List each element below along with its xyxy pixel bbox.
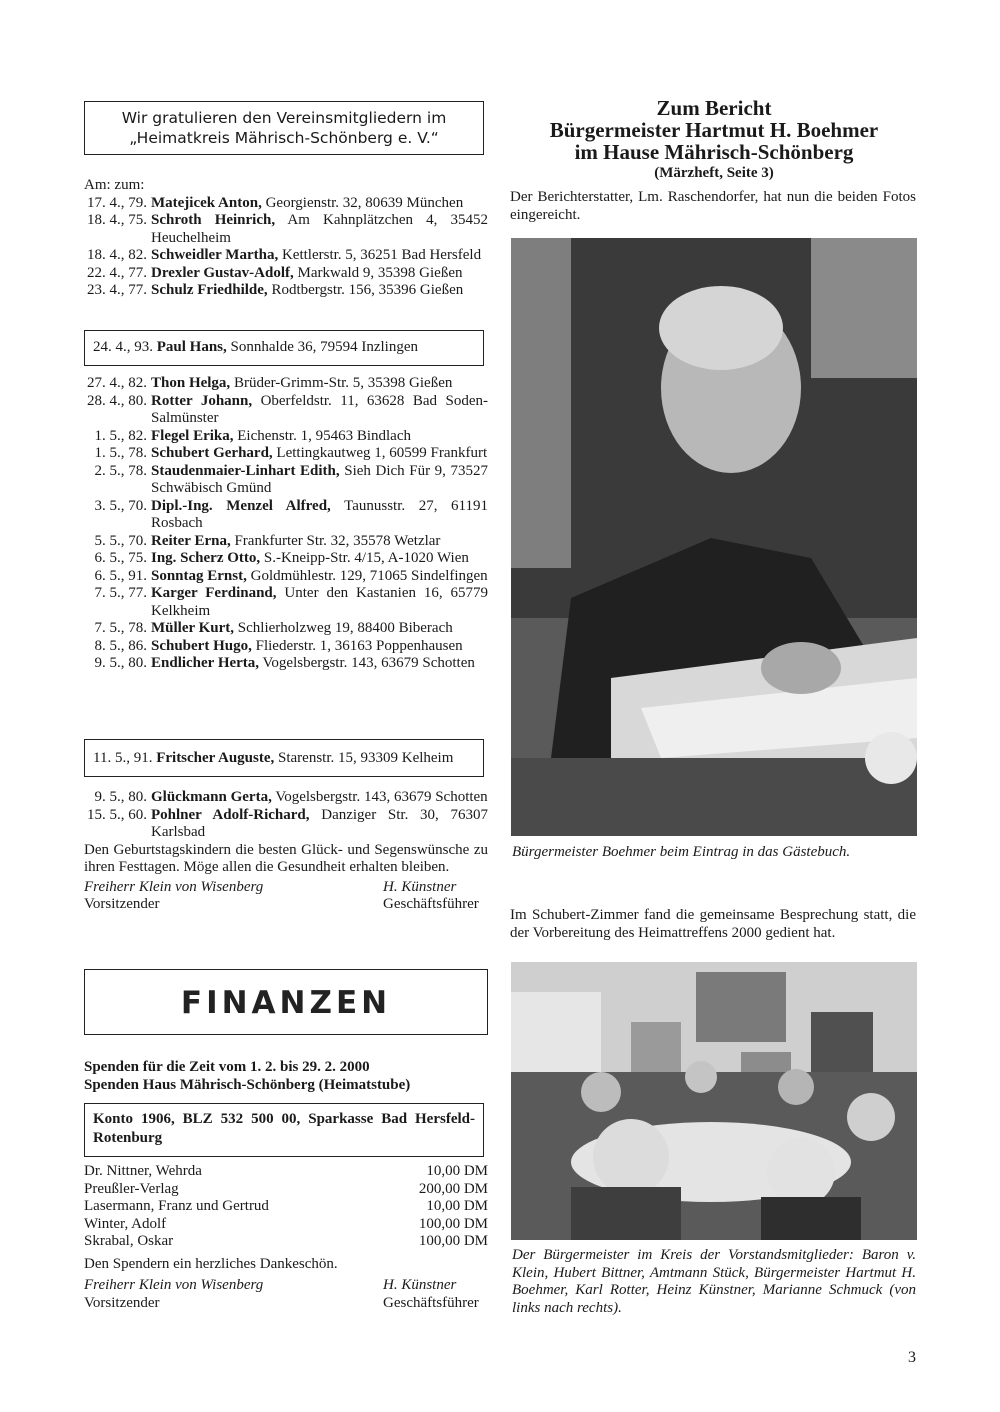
entry-text: [151, 498, 488, 533]
entry-date: 15. 5., 60.: [87, 806, 147, 823]
entry-name: Rotter Johann,: [151, 392, 253, 409]
birthday-entry: [84, 655, 488, 673]
birthday-entry: [84, 498, 488, 533]
entry-name: Fritscher Auguste,: [156, 750, 275, 766]
congrats-header-box: [84, 101, 484, 155]
donor-name: Preußler-Verlag: [84, 1180, 179, 1197]
entry-name: Dipl.-Ing. Menzel Alfred,: [151, 497, 331, 514]
entry-text: [151, 212, 488, 247]
birthday-entry: [84, 463, 488, 498]
donor-name: Dr. Nittner, Wehrda: [84, 1163, 202, 1179]
entry-date: 11. 5., 91.: [93, 750, 153, 766]
entries-c: [84, 789, 488, 842]
entry-text: [151, 247, 488, 265]
birthday-entry: [84, 585, 488, 620]
konto-box: [84, 1103, 484, 1157]
birthday-entry: [84, 550, 488, 568]
bericht-intro: Der Berichterstatter, Lm. Raschendorfer, hat nun die beiden Fotos eingereicht.: [510, 189, 916, 223]
col-label: Am: zum:: [84, 177, 145, 193]
entry-name: Paul Hans,: [156, 339, 227, 355]
entry-name: Matejicek Anton,: [151, 194, 262, 211]
donor-name: Lasermann, Franz und Gertrud: [84, 1198, 269, 1214]
donation-row: [84, 1198, 488, 1216]
entry-address: Lettingkautweg 1, 60599 Frankfurt: [272, 445, 488, 461]
fin-sig-left-role: Vorsitzender: [84, 1294, 160, 1311]
entry-address: Markwald 9, 35398 Gießen: [293, 264, 463, 281]
caption-meeting: Der Bürgermeister im Kreis der Vorstandsmitglieder: Baron v. Klein, Hubert Bittner, Amtmann Stück, Bürgermeister Hartmut H. Boehmer, Karl Rotter, Heinz Künstner, Marianne Schmuck (von links nach rechts).: [512, 1247, 916, 1316]
entry-address: Taunusstr. 27, 61191 Rosbach: [151, 497, 488, 531]
entry-name: Schulz Friedhilde,: [151, 282, 268, 298]
entry-text: [151, 195, 488, 213]
entry-address: Eichenstr. 1, 95463 Bindlach: [233, 427, 411, 444]
birthday-entry: [84, 568, 488, 586]
entry-address: Kettlerstr. 5, 36251 Bad Hersfeld: [278, 247, 482, 263]
donation-amount: 10,00 DM: [426, 1198, 488, 1214]
birthday-entry: [84, 428, 488, 446]
entry-name: Sonntag Ernst,: [151, 567, 247, 584]
entry-name: Endlicher Herta,: [151, 655, 260, 671]
entry-date: 28. 4., 80.: [87, 392, 147, 409]
birthday-entry: [84, 212, 488, 247]
entry-text: [151, 585, 488, 620]
entry-address: Vogelsbergstr. 143, 63679 Schotten: [259, 655, 475, 671]
entry-date: 5. 5., 70.: [94, 532, 147, 549]
birthday-entry: [84, 282, 488, 300]
entry-date: 7. 5., 78.: [94, 620, 147, 636]
entry-name: Drexler Gustav-Adolf,: [151, 264, 294, 281]
entry-name: Müller Kurt,: [151, 620, 235, 636]
entry-date: 18. 4., 82.: [87, 247, 147, 263]
donation-row: [84, 1216, 488, 1234]
donation-row: [84, 1163, 488, 1181]
entry-address: S.-Kneipp-Str. 4/15, A-1020 Wien: [260, 550, 469, 566]
entry-text: [151, 550, 488, 568]
birthday-entry: [84, 393, 488, 428]
congrats-list-a: [84, 177, 488, 300]
entry-address: Danziger Str. 30, 76307 Karlsbad: [151, 806, 488, 840]
fin-sig-left-name: Freiherr Klein von Wisenberg: [84, 1277, 264, 1293]
entry-text: [151, 428, 488, 446]
entry-date: 18. 4., 75.: [87, 212, 147, 228]
entry-address: Vogelsbergstr. 143, 63679 Schotten: [271, 789, 488, 805]
birthday-entry: [84, 620, 488, 638]
entry-text: [151, 375, 488, 393]
boxed-entry-1: [84, 330, 484, 366]
entry-address: Sonnhalde 36, 79594 Inzlingen: [226, 339, 419, 355]
donation-amount: 200,00 DM: [418, 1180, 488, 1197]
entry-address: Rodtbergstr. 156, 35396 Gießen: [267, 282, 464, 298]
sig-right-role: Geschäftsführer: [383, 896, 479, 912]
entry-address: Goldmühlestr. 129, 71065 Sindelfingen: [246, 567, 488, 584]
entry-name: Schubert Gerhard,: [151, 445, 273, 461]
bericht-title3: im Hause Mährisch-Schönberg: [574, 140, 854, 164]
entry-address: Starenstr. 15, 93309 Kelheim: [274, 750, 454, 766]
entry-address: Schlierholzweg 19, 88400 Biberach: [234, 620, 453, 636]
entry-date: 22. 4., 77.: [87, 264, 147, 281]
entry-text: [151, 445, 488, 463]
sig-left-name: Freiherr Klein von Wisenberg: [84, 878, 264, 895]
birthday-entry: [84, 533, 488, 551]
entry-address: Sieh Dich Für 9, 73527 Schwäbisch Gmünd: [151, 462, 488, 496]
entry-name: Ing. Scherz Otto,: [151, 550, 261, 566]
entry-address: Georgienstr. 32, 80639 München: [261, 194, 464, 211]
meeting-photo-illustration: [511, 962, 917, 1240]
finanzen-intro: [84, 1058, 488, 1094]
entry-date: 3. 5., 70.: [94, 497, 147, 514]
birthday-entry: [84, 638, 488, 656]
entry-text: [151, 282, 488, 300]
konto-text: Konto 1906, BLZ 532 500 00, Sparkasse Bad Hersfeld-Rotenburg: [93, 1111, 475, 1146]
birthday-entry: [84, 807, 488, 842]
sig-right-name: H. Künstner: [383, 878, 457, 895]
entry-address: Unter den Kastanien 16, 65779 Kelkheim: [151, 585, 488, 619]
entry-date: 9. 5., 80.: [94, 655, 147, 671]
congrats-list-c: [84, 789, 488, 914]
birthday-entry: [84, 789, 488, 807]
entry-date: 1. 5., 78.: [94, 445, 147, 461]
finanzen-line2: Spenden Haus Mährisch-Schönberg (Heimatstube): [84, 1077, 411, 1093]
congrats-list-b: [84, 375, 488, 673]
entry-name: Schweidler Martha,: [151, 247, 279, 263]
congrats-header-line1: Wir gratulieren den Vereinsmitgliedern im: [121, 109, 447, 127]
caption-guestbook: Bürgermeister Boehmer beim Eintrag in das Gästebuch.: [512, 844, 851, 860]
entry-date: 2. 5., 78.: [94, 462, 147, 479]
birthday-entry: [84, 265, 488, 283]
entry-address: Am Kahnplätzchen 4, 35452 Heuchelheim: [151, 212, 488, 246]
donation-amount: 100,00 DM: [418, 1215, 488, 1232]
photo-guestbook: [511, 238, 917, 836]
entry-date: 24. 4., 93.: [93, 339, 153, 355]
donation-amount: 100,00 DM: [418, 1233, 488, 1249]
finanzen-line1: Spenden für die Zeit vom 1. 2. bis 29. 2. 2000: [84, 1059, 370, 1075]
fin-sig-right-role: Geschäftsführer: [383, 1294, 479, 1311]
entry-address: Oberfeldstr. 11, 63628 Bad Soden-Salmünster: [151, 392, 488, 426]
entry-name: Thon Helga,: [151, 375, 231, 391]
entries-b: [84, 375, 488, 673]
entry-date: 6. 5., 75.: [94, 550, 147, 566]
bericht-heading: [512, 97, 916, 183]
entry-text: [151, 393, 488, 428]
entry-name: Staudenmaier-Linhart Edith,: [151, 462, 340, 479]
entry-name: Pohlner Adolf-Richard,: [151, 806, 310, 823]
entries-a: [84, 195, 488, 300]
entry-name: Schubert Hugo,: [151, 637, 252, 654]
donation-row: [84, 1181, 488, 1199]
donation-row: [84, 1233, 488, 1251]
donor-name: Skrabal, Oskar: [84, 1233, 174, 1249]
bericht-subtitle: (Märzheft, Seite 3): [654, 165, 774, 181]
photo-meeting: [511, 962, 917, 1240]
entry-date: 23. 4., 77.: [87, 282, 147, 298]
birthday-entry: [84, 195, 488, 213]
entry-text: [151, 463, 488, 498]
entry-date: 1. 5., 82.: [94, 427, 147, 444]
entry-address: Brüder-Grimm-Str. 5, 35398 Gießen: [230, 375, 453, 391]
donor-name: Winter, Adolf: [84, 1215, 167, 1232]
entry-date: 7. 5., 77.: [94, 585, 147, 601]
entry-name: Flegel Erika,: [151, 427, 234, 444]
entry-text: [151, 655, 488, 673]
finanzen-title: FINANZEN: [180, 985, 392, 1021]
entry-name: Glückmann Gerta,: [151, 789, 272, 805]
entry-text: [151, 265, 488, 283]
entry-date: 9. 5., 80.: [94, 789, 147, 805]
entry-name: Karger Ferdinand,: [151, 585, 277, 601]
entry-text: [151, 807, 488, 842]
bericht-title2: Bürgermeister Hartmut H. Boehmer: [549, 118, 879, 142]
bericht-text2: Im Schubert-Zimmer fand die gemeinsame Besprechung statt, die der Vorbereitung des Heimattreffens 2000 gedient hat.: [510, 907, 916, 941]
entry-text: [151, 789, 488, 807]
entry-date: 17. 4., 79.: [87, 194, 147, 211]
fin-sig-right-name: H. Künstner: [383, 1277, 457, 1293]
page-number: 3: [908, 1349, 916, 1366]
congrats-closing: Den Geburtstagskindern die besten Glück- und Segenswünsche zu ihren Festtagen. Möge allen die Gesundheit erhalten bleiben.: [84, 841, 488, 875]
entry-text: [151, 638, 488, 656]
birthday-entry: [84, 375, 488, 393]
finanzen-thanks: Den Spendern ein herzliches Dankeschön.: [84, 1255, 338, 1272]
entry-date: 6. 5., 91.: [94, 567, 147, 584]
entry-date: 8. 5., 86.: [94, 637, 147, 654]
entry-date: 27. 4., 82.: [87, 375, 147, 391]
finanzen-title-box: [84, 969, 488, 1035]
sig-left-role: Vorsitzender: [84, 896, 160, 912]
entry-address: Frankfurter Str. 32, 35578 Wetzlar: [230, 532, 441, 549]
guestbook-photo-illustration: [511, 238, 917, 836]
birthday-entry: [84, 247, 488, 265]
donations-list: [84, 1163, 488, 1312]
congrats-header-line2: „Heimatkreis Mährisch-Schönberg e. V.“: [129, 129, 439, 147]
entry-text: [151, 568, 488, 586]
entry-text: [151, 620, 488, 638]
boxed-entry-2: [84, 739, 484, 777]
bericht-title1: Zum Bericht: [656, 96, 772, 120]
entry-text: [151, 533, 488, 551]
birthday-entry: [84, 445, 488, 463]
donation-amount: 10,00 DM: [426, 1163, 488, 1179]
entry-address: Fliederstr. 1, 36163 Poppenhausen: [251, 637, 463, 654]
entry-name: Schroth Heinrich,: [151, 212, 276, 228]
entry-name: Reiter Erna,: [151, 532, 231, 549]
